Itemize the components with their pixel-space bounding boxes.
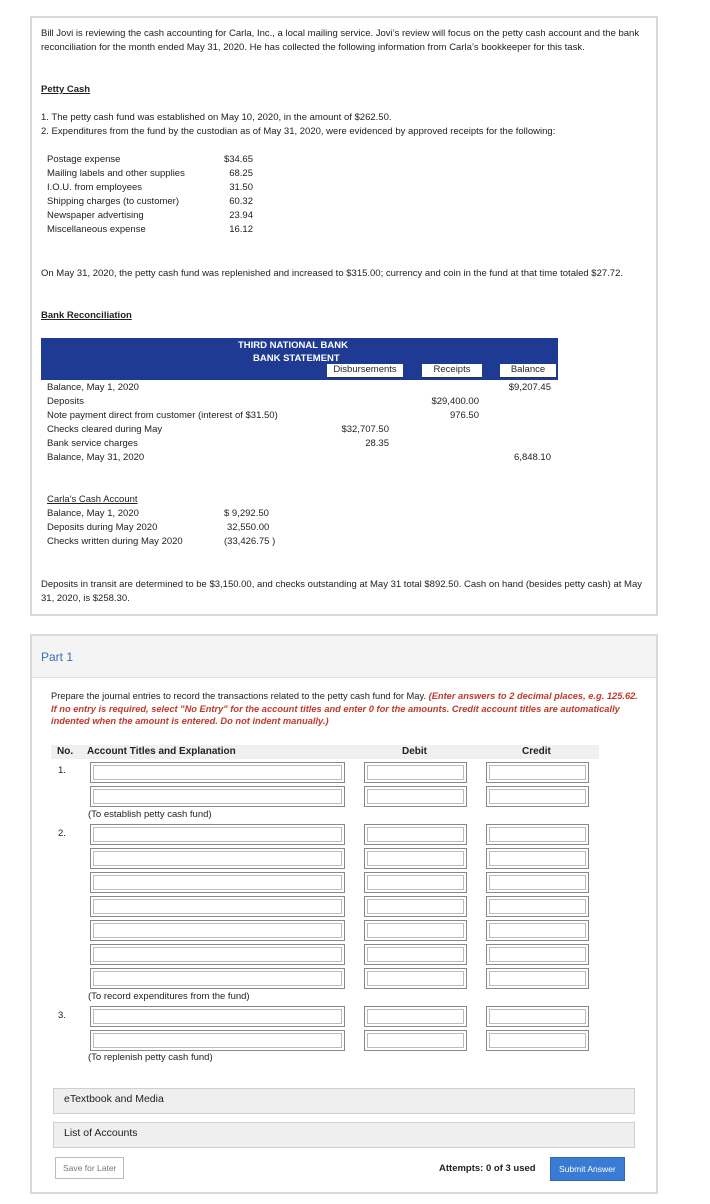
col-header-receipts: Receipts <box>422 364 482 378</box>
debit-input[interactable] <box>364 920 467 941</box>
entry-number: 3. <box>58 1010 66 1021</box>
expense-label: Mailing labels and other supplies <box>47 168 185 179</box>
debit-input[interactable] <box>364 896 467 917</box>
credit-input[interactable] <box>486 896 589 917</box>
replenish-note: On May 31, 2020, the petty cash fund was replenished and increased to $315.00; currency and coin in the fund at that time totaled $27.72. <box>41 268 623 279</box>
submit-answer-button[interactable]: Submit Answer <box>550 1157 625 1181</box>
bank-statement-rows <box>47 382 558 466</box>
attempts-counter: Attempts: 0 of 3 used <box>439 1163 536 1174</box>
account-title-input[interactable] <box>90 824 345 845</box>
col-credit: Credit <box>522 746 551 757</box>
debit-input[interactable] <box>364 1030 467 1051</box>
expense-amount: $34.65 <box>223 154 253 165</box>
part-title: Part 1 <box>41 650 74 664</box>
statement-title: BANK STATEMENT <box>253 353 340 364</box>
carla-row: Balance, May 1, 2020 $ 9,292.50 <box>47 508 269 519</box>
carla-rows <box>47 508 307 550</box>
account-title-input[interactable] <box>90 1030 345 1051</box>
account-title-input[interactable] <box>90 896 345 917</box>
credit-input[interactable] <box>486 968 589 989</box>
credit-input[interactable] <box>486 786 589 807</box>
entry-number: 1. <box>58 765 66 776</box>
entry-explanation: (To record expenditures from the fund) <box>88 991 250 1002</box>
col-no: No. <box>57 746 74 757</box>
bank-row: Balance, May 31, 2020 6,848.10 <box>47 452 551 463</box>
debit-input[interactable] <box>364 762 467 783</box>
account-title-input[interactable] <box>90 872 345 893</box>
debit-input[interactable] <box>364 944 467 965</box>
expense-amount: 23.94 <box>229 210 253 221</box>
expense-amount: 68.25 <box>229 168 253 179</box>
bank-row: Deposits $29,400.00 <box>47 396 479 407</box>
debit-input[interactable] <box>364 872 467 893</box>
credit-input[interactable] <box>486 872 589 893</box>
entry-explanation: (To replenish petty cash fund) <box>88 1052 213 1063</box>
bank-row: Balance, May 1, 2020 $9,207.45 <box>47 382 551 393</box>
credit-input[interactable] <box>486 1030 589 1051</box>
account-title-input[interactable] <box>90 848 345 869</box>
expense-label: Miscellaneous expense <box>47 224 146 235</box>
expense-label: I.O.U. from employees <box>47 182 143 193</box>
account-title-input[interactable] <box>90 944 345 965</box>
expense-label: Newspaper advertising <box>47 210 144 221</box>
part-instructions: Prepare the journal entries to record the transactions related to the petty cash fund for May. (Enter answers to 2 decimal places, e.g. 125.62. If no entry is required, select "No Entry" for the account titles and enter 0 for the amounts. Credit account titles are automatically indented when the amount is entered. Do not indent manually.) <box>51 691 638 726</box>
col-account: Account Titles and Explanation <box>87 746 236 757</box>
save-for-later-button[interactable]: Save for Later <box>55 1157 124 1179</box>
account-title-input[interactable] <box>90 920 345 941</box>
debit-input[interactable] <box>364 968 467 989</box>
credit-input[interactable] <box>486 1006 589 1027</box>
account-title-input[interactable] <box>90 1006 345 1027</box>
credit-input[interactable] <box>486 944 589 965</box>
bank-row: Checks cleared during May $32,707.50 <box>47 424 389 435</box>
credit-input[interactable] <box>486 824 589 845</box>
col-debit: Debit <box>402 746 427 757</box>
etextbook-media-button[interactable]: eTextbook and Media <box>53 1088 635 1114</box>
petty-item-1: 1. The petty cash fund was established on May 10, 2020, in the amount of $262.50. <box>41 112 392 123</box>
expense-amount: 31.50 <box>229 182 253 193</box>
debit-input[interactable] <box>364 848 467 869</box>
bank-row: Bank service charges 28.35 <box>47 438 389 449</box>
debit-input[interactable] <box>364 786 467 807</box>
bank-statement-header <box>41 338 558 380</box>
expense-label: Shipping charges (to customer) <box>47 196 180 207</box>
bank-row: Note payment direct from customer (interest of $31.50) 976.50 <box>47 410 479 421</box>
col-header-balance: Balance <box>500 364 556 378</box>
expense-label: Postage expense <box>47 154 121 165</box>
intro-text: Bill Jovi is reviewing the cash accounting for Carla, Inc., a local mailing service. Jovi’s review will focus on the petty cash account and the bank reconciliation for the month ended May 31, 2020. He has collected the following information from Carla’s bookkeeper for this task. <box>41 28 640 53</box>
petty-item-2: 2. Expenditures from the fund by the custodian as of May 31, 2020, were evidenced by approved receipts for the following: <box>41 126 556 137</box>
bank-name: THIRD NATIONAL BANK <box>238 340 348 351</box>
transit-note: Deposits in transit are determined to be $3,150.00, and checks outstanding at May 31 total $892.50. Cash on hand (besides petty cash) at May 31, 2020, is $258.30. <box>41 579 642 604</box>
debit-input[interactable] <box>364 824 467 845</box>
entry-number: 2. <box>58 828 66 839</box>
carla-row: Checks written during May 2020 (33,426.75 ) <box>47 536 276 547</box>
list-of-accounts-button[interactable]: List of Accounts <box>53 1122 635 1148</box>
instruction-note: (Enter answers to 2 decimal places, e.g. 125.62. If no entry is required, select "No Entry" for the account titles and enter 0 for the amounts. Credit account titles are automatically indented when the amount is entered. Do not indent manually.) <box>51 691 638 726</box>
account-title-input[interactable] <box>90 968 345 989</box>
carla-row: Deposits during May 2020 32,550.00 <box>47 522 270 533</box>
credit-input[interactable] <box>486 848 589 869</box>
col-header-disbursements: Disbursements <box>327 364 403 378</box>
expense-amount: 16.12 <box>229 224 253 235</box>
bank-rec-heading: Bank Reconciliation <box>41 310 132 321</box>
expense-amount: 60.32 <box>229 196 253 207</box>
expense-list <box>47 154 257 238</box>
part-header <box>32 636 656 678</box>
petty-cash-heading: Petty Cash <box>41 84 91 95</box>
credit-input[interactable] <box>486 762 589 783</box>
account-title-input[interactable] <box>90 762 345 783</box>
debit-input[interactable] <box>364 1006 467 1027</box>
carla-heading: Carla's Cash Account <box>47 494 138 505</box>
credit-input[interactable] <box>486 920 589 941</box>
entry-explanation: (To establish petty cash fund) <box>88 809 212 820</box>
account-title-input[interactable] <box>90 786 345 807</box>
